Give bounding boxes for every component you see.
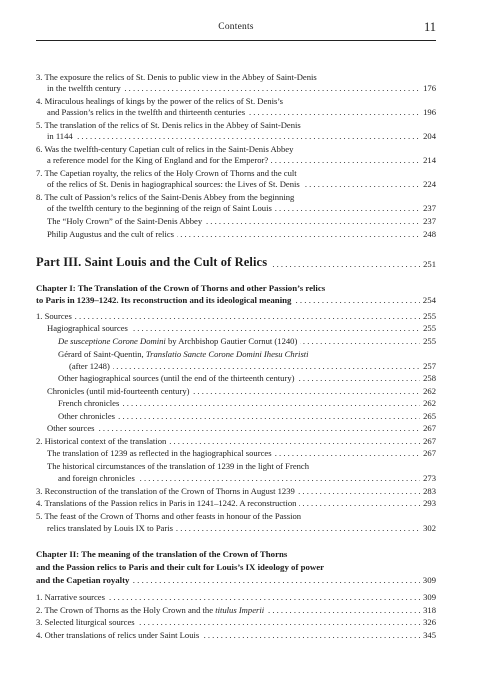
- toc-chapter-heading: [36, 575, 436, 586]
- toc-entry-title: Chapter I: The Translation of the Crown of Thorns and other Passion’s relics: [36, 283, 328, 293]
- toc-page-number: 309: [423, 592, 436, 602]
- toc-entry-title: The historical circumstances of the translation of 1239 in the light of French: [47, 461, 312, 471]
- toc-entry: [58, 411, 436, 422]
- toc-part-heading: [36, 255, 436, 269]
- toc-page-number: 237: [423, 203, 436, 213]
- toc-entry-title: of the relics of St. Denis in hagiographical sources: the Lives of St. Denis: [47, 179, 303, 189]
- toc-page-number: 237: [423, 216, 436, 226]
- toc-entry-title: The translation of 1239 as reflected in the hagiographical sources: [47, 448, 275, 458]
- toc-entry: [36, 311, 436, 322]
- toc-entry: [36, 436, 436, 447]
- toc-page-number: 267: [423, 436, 436, 446]
- toc-entry: [36, 592, 436, 603]
- toc-entry: [47, 203, 436, 214]
- toc-page-number: 318: [423, 605, 436, 615]
- toc-entry: [58, 373, 436, 384]
- toc-entry: [47, 229, 436, 240]
- toc-entry: [36, 192, 436, 203]
- toc-entry-title: in the twelfth century: [47, 83, 124, 93]
- toc-entry: [36, 486, 436, 497]
- toc-page-number: 214: [423, 155, 436, 165]
- toc-entry-title: and Passion’s relics in the twelfth and thirteenth centuries: [47, 107, 248, 117]
- toc-entry: [47, 461, 436, 472]
- toc-page-number: 283: [423, 486, 436, 496]
- toc-entry-title: 2. Historical context of the translation: [36, 436, 169, 446]
- toc-entry-title: Philip Augustus and the cult of relics: [47, 229, 177, 239]
- toc-entry-title: De susceptione Corone Domini by Archbishop Gautier Cornut (1240): [58, 336, 300, 346]
- toc-page-number: 251: [423, 259, 436, 269]
- toc-entry-title: 3. Selected liturgical sources: [36, 617, 138, 627]
- toc-entry-title: (after 1248): [69, 361, 113, 371]
- toc-entry-title: and the Passion relics to Paris and their cult for Louis’s IX ideology of power: [36, 562, 327, 572]
- toc-entry: [36, 605, 436, 616]
- toc-page-number: 293: [423, 498, 436, 508]
- toc-entry: [47, 83, 436, 94]
- toc-chapter-heading: [36, 549, 436, 560]
- toc-page-number: 262: [423, 386, 436, 396]
- toc-entry: [47, 523, 436, 534]
- toc-page-number: 257: [423, 361, 436, 371]
- toc-page-number: 254: [422, 295, 436, 305]
- toc-entry: [47, 155, 436, 166]
- toc-entry-title: 4. Miraculous healings of kings by the power of the relics of St. Denis’s: [36, 96, 286, 106]
- toc-entry: [36, 617, 436, 628]
- toc-entry-title: 5. The feast of the Crown of Thorns and other feasts in honour of the Passion: [36, 511, 304, 521]
- page-number: 11: [423, 20, 436, 34]
- toc-entry-title: 4. Other translations of relics under Saint Louis: [36, 630, 202, 640]
- toc-entry: [47, 131, 436, 142]
- toc-entry-title: 2. The Crown of Thorns as the Holy Crown and the titulus Imperii: [36, 605, 267, 615]
- toc-page-number: 258: [423, 373, 436, 383]
- toc-entry-title: relics translated by Louis IX to Paris: [47, 523, 176, 533]
- toc-entry-title: 1. Sources: [36, 311, 75, 321]
- toc-entry-title: 6. Was the twelfth-century Capetian cult of relics in the Saint-Denis Abbey: [36, 144, 296, 154]
- toc-entry-title: 4. Translations of the Passion relics in Paris in 1241–1242. A reconstruction: [36, 498, 299, 508]
- toc-page-number: 224: [423, 179, 436, 189]
- toc-entry: [36, 511, 436, 522]
- toc-entry: [36, 144, 436, 155]
- toc-entry-title: The “Holy Crown” of the Saint-Denis Abbey: [47, 216, 205, 226]
- toc-page-number: 265: [423, 411, 436, 421]
- toc-entry-title: to Paris in 1239–1242. Its reconstruction and its ideological meaning: [36, 295, 294, 305]
- running-head-title: Contents: [218, 22, 254, 32]
- toc-page-number: 196: [423, 107, 436, 117]
- toc-entry: [69, 361, 436, 372]
- toc-entry-title: 7. The Capetian royalty, the relics of the Holy Crown of Thorns and the cult: [36, 168, 300, 178]
- toc-entry: [47, 448, 436, 459]
- toc-entry-title: Other chronicles: [58, 411, 118, 421]
- toc-chapter-heading: [36, 295, 436, 306]
- toc-page-number: 302: [423, 523, 436, 533]
- toc-page-number: 267: [423, 423, 436, 433]
- toc-entry: [47, 386, 436, 397]
- toc-entry-title: 3. The exposure the relics of St. Denis to public view in the Abbey of Saint-Denis: [36, 72, 320, 82]
- toc-entry-title: in 1144: [47, 131, 76, 141]
- toc-page-number: 262: [423, 398, 436, 408]
- toc-entry: [47, 107, 436, 118]
- toc-entry: [36, 120, 436, 131]
- toc-entry-title: 5. The translation of the relics of St. Denis relics in the Abbey of Saint-Denis: [36, 120, 304, 130]
- toc-page-number: 176: [423, 83, 436, 93]
- toc-page-number: 273: [423, 473, 436, 483]
- toc-page-number: 255: [423, 311, 436, 321]
- toc-entry-title: Hagiographical sources: [47, 323, 131, 333]
- toc-entry-title: 3. Reconstruction of the translation of the Crown of Thorns in August 1239: [36, 486, 298, 496]
- toc-entry: [58, 398, 436, 409]
- toc-entry-title: and the Capetian royalty: [36, 575, 132, 585]
- toc-entry: [36, 168, 436, 179]
- toc-entry-title: a reference model for the King of England and for the Emperor?: [47, 155, 271, 165]
- toc-entry: [47, 216, 436, 227]
- toc-entry: [58, 336, 436, 347]
- toc-entry-title: Chronicles (until mid-fourteenth century): [47, 386, 192, 396]
- toc-entry-title: Other hagiographical sources (until the end of the thirteenth century): [58, 373, 297, 383]
- toc-entry-title: Part III. Saint Louis and the Cult of Relics: [36, 255, 270, 269]
- toc-entry: [58, 349, 436, 360]
- toc-entry: [47, 423, 436, 434]
- toc-entry-title: and foreign chronicles: [58, 473, 138, 483]
- toc-page-number: 248: [423, 229, 436, 239]
- toc-entry: [47, 179, 436, 190]
- toc-entry: [47, 323, 436, 334]
- toc-page-number: 267: [423, 448, 436, 458]
- toc-entry: [36, 72, 436, 83]
- toc-entry-title: 1. Narrative sources: [36, 592, 108, 602]
- toc-entry-title: Chapter II: The meaning of the translation of the Crown of Thorns: [36, 549, 290, 559]
- toc-chapter-heading: [36, 562, 436, 573]
- toc-chapter-heading: [36, 283, 436, 294]
- toc-entry: [36, 498, 436, 509]
- toc-page-number: 255: [423, 336, 436, 346]
- toc-entry-title: Gérard of Saint-Quentin, Translatio Sancte Corone Domini Ihesu Christi: [58, 349, 312, 359]
- toc-page-number: 345: [423, 630, 436, 640]
- toc-entry: [58, 473, 436, 484]
- toc-entry: [36, 630, 436, 641]
- toc-page-number: 204: [423, 131, 436, 141]
- toc-entry-title: French chronicles: [58, 398, 122, 408]
- toc-entry-title: of the twelfth century to the beginning of the reign of Saint Louis: [47, 203, 275, 213]
- toc-page-number: 326: [423, 617, 436, 627]
- toc-page-number: 309: [422, 575, 436, 585]
- toc-page-number: 255: [423, 323, 436, 333]
- toc-entry-title: Other sources: [47, 423, 98, 433]
- toc-entry: [36, 96, 436, 107]
- toc-entry-title: 8. The cult of Passion’s relics of the Saint-Denis Abbey from the beginning: [36, 192, 297, 202]
